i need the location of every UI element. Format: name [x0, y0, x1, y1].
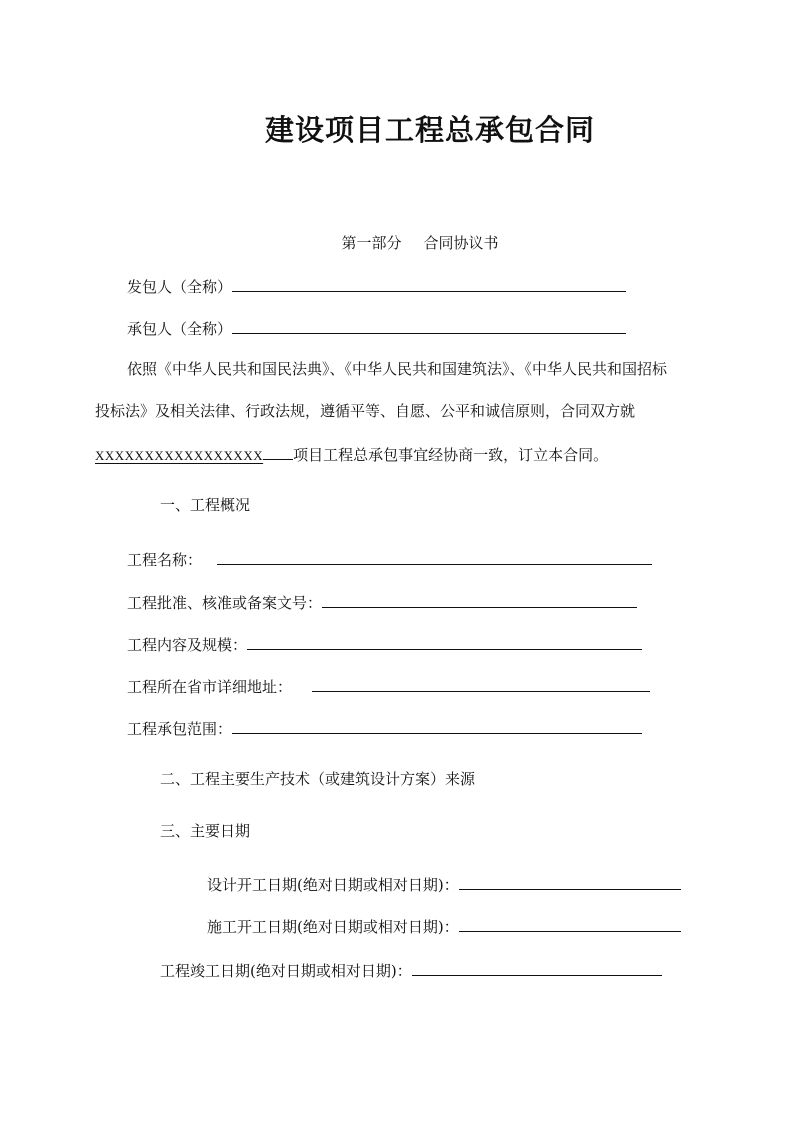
preamble-line-2: 投标法》及相关法律、行政法规，遵循平等、自愿、公平和诚信原则，合同双方就 [95, 402, 636, 420]
address-field[interactable] [312, 674, 650, 692]
address-row [127, 674, 650, 698]
part-number: 第一部分 [341, 234, 402, 252]
content-scale-label: 工程内容及规模： [127, 636, 248, 654]
section-3-heading: 三、主要日期 [160, 822, 251, 840]
content-scale-field[interactable] [247, 632, 642, 650]
project-name-value[interactable]: XXXXXXXXXXXXXXXXX [95, 448, 264, 463]
design-start-row [207, 872, 681, 896]
scope-row [127, 716, 642, 740]
project-name-field[interactable] [217, 547, 652, 565]
construction-start-field[interactable] [459, 914, 681, 932]
design-start-label: 设计开工日期(绝对日期或相对日期)： [207, 876, 459, 894]
construction-start-label: 施工开工日期(绝对日期或相对日期)： [207, 918, 459, 936]
part-name: 合同协议书 [423, 234, 499, 252]
completion-field[interactable] [412, 958, 662, 976]
construction-start-row [207, 914, 681, 938]
completion-row [160, 958, 662, 982]
contractor-row [127, 316, 626, 340]
approval-number-row [127, 590, 637, 614]
scope-field[interactable] [232, 716, 642, 734]
preamble-line-3 [95, 442, 608, 467]
scope-label: 工程承包范围： [127, 720, 233, 738]
section-2-heading: 二、工程主要生产技术（或建筑设计方案）来源 [160, 770, 476, 788]
project-name-underline [263, 442, 293, 460]
address-label: 工程所在省市详细地址： [127, 678, 293, 696]
preamble-line-1: 依照《中华人民共和国民法典》、《中华人民共和国建筑法》、《中华人民共和国招标 [127, 360, 668, 378]
project-name-row [127, 547, 652, 571]
part-heading [0, 232, 800, 253]
preamble-line-3-rest: 项目工程总承包事宜经协商一致，订立本合同。 [293, 446, 609, 464]
employer-row [127, 274, 626, 298]
section-1-heading: 一、工程概况 [160, 496, 251, 514]
design-start-field[interactable] [459, 872, 681, 890]
project-name-label: 工程名称： [127, 551, 203, 569]
contractor-name-field[interactable] [232, 316, 626, 334]
employer-label: 发包人（全称） [127, 278, 233, 296]
approval-number-field[interactable] [322, 590, 637, 608]
content-scale-row [127, 632, 642, 656]
contractor-label: 承包人（全称） [127, 320, 233, 338]
approval-number-label: 工程批准、核准或备案文号： [127, 594, 323, 612]
document-title: 建设项目工程总承包合同 [264, 113, 595, 147]
employer-name-field[interactable] [232, 274, 626, 292]
completion-label: 工程竣工日期(绝对日期或相对日期)： [160, 962, 412, 980]
